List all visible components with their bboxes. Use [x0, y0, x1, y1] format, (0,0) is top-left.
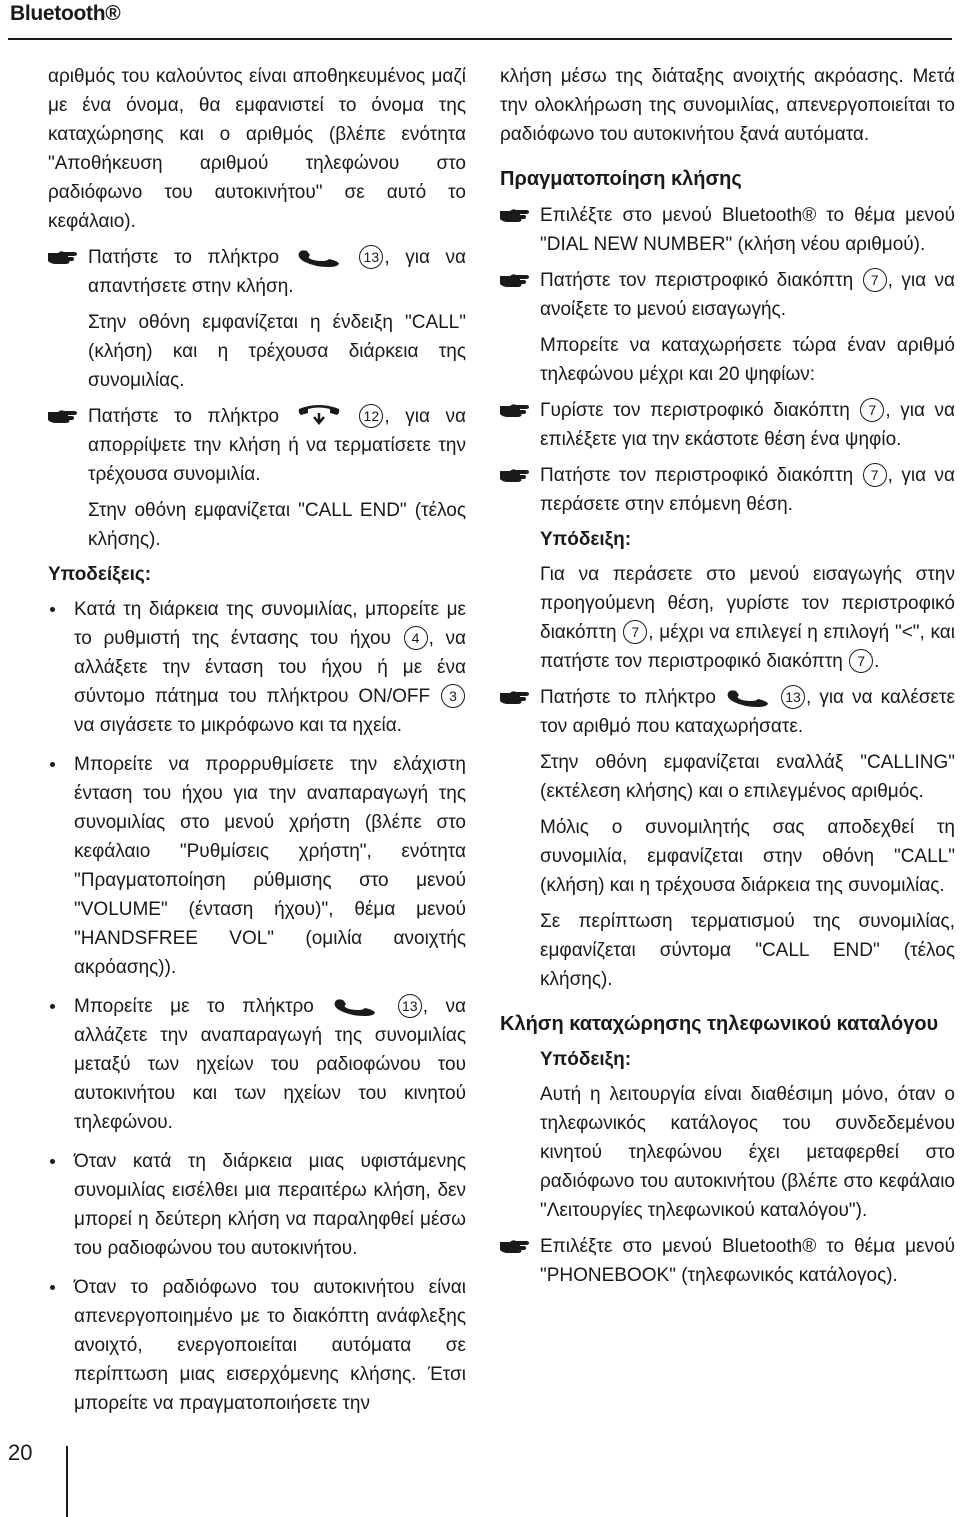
bullet-item: Όταν το ραδιόφωνο του αυτοκινήτου είναι απενεργοποιημένο με το διακόπτη ανάφλεξης ανοιχτό, ενεργοποιείται αυτόματα σε περίπτωση μιας εισερχόμενης κλήσης. Έτσι μπορείτε να πραγματοποιήσετε την: [48, 1273, 466, 1418]
control-number-badge: 7: [849, 649, 873, 673]
header-divider: [8, 38, 952, 40]
pointing-hand-icon: [500, 1238, 530, 1254]
instruction-step: Γυρίστε τον περιστροφικό διακόπτη 7 , για να επιλέξετε για την εκάστοτε θέση ένα ψηφίο.: [500, 396, 955, 454]
footer-divider: [66, 1446, 68, 1517]
bullet-item: Κατά τη διάρκεια της συνομιλίας, μπορείτε με το ρυθμιστή της έντασης του ήχου 4 , να αλλάξετε την ένταση του ήχου ή με ένα σύντομο πάτημα του πλήκτρου ON/OFF 3 να σιγάσετε το μικρόφωνο και τα ηχεία.: [48, 595, 466, 740]
phone-handset-icon: [333, 998, 377, 1016]
section-heading: Πραγματοποίηση κλήσης: [500, 168, 742, 190]
pointing-hand-icon: [48, 249, 78, 265]
pointing-hand-icon: [500, 402, 530, 418]
page-header-title: Bluetooth®: [10, 2, 121, 25]
section-heading: Κλήση καταχώρησης τηλεφωνικού καταλόγου: [500, 1013, 939, 1035]
phone-hangup-icon: [297, 404, 341, 426]
result-text: Σε περίπτωση τερματισμού της συνομιλίας, εμφανίζεται σύντομα "CALL END" (τέλος κλήσης).: [540, 911, 955, 990]
instruction-step: Πατήστε το πλήκτρο 13 , για να απαντήσετε στην κλήση. Στην οθόνη εμφανίζεται η ένδειξη "CALL" (κλήση) και η τρέχουσα διάρκεια της συνομιλίας.: [48, 243, 466, 395]
control-number-badge: 7: [623, 620, 647, 644]
control-number-badge: 7: [860, 398, 884, 422]
pointing-hand-icon: [500, 207, 530, 223]
instruction-step: Πατήστε το πλήκτρο 12 , για να απορρίψετε την κλήση ή να τερματίσετε την τρέχουσα συνομιλία. Στην οθόνη εμφανίζεται "CALL END" (τέλος κλήσης).: [48, 402, 466, 554]
pointing-hand-icon: [500, 467, 530, 483]
paragraph: αριθμός του καλούντος είναι αποθηκευμένος μαζί με ένα όνομα, θα εμφανιστεί το όνομα της καταχώρησης και ο αριθμός (βλέπε ενότητα "Αποθήκευση αριθμού τηλεφώνου στο ραδιόφωνο του αυτοκινήτου" σε αυτό το κεφάλαιο).: [48, 66, 466, 232]
control-number-badge: 4: [404, 626, 428, 650]
page-number: 20: [8, 1440, 33, 1465]
note-heading: Υπόδειξη:: [540, 529, 632, 550]
control-number-badge: 12: [359, 404, 383, 428]
pointing-hand-icon: [48, 408, 78, 424]
right-column: [500, 62, 955, 1297]
bullet-item: Μπορείτε να προρρυθμίσετε την ελάχιστη ένταση του ήχου για την αναπαραγωγή της συνομιλίας στο μενού χρήστη (βλέπε στο κεφάλαιο "Ρυθμίσεις χρήστη", ενότητα "Πραγματοποίηση ρύθμισης στο μενού "VOLUME" (ένταση ήχου)", θέμα μενού "HANDSFREE VOL" (ομιλία ανοιχτής ακρόασης)).: [48, 750, 466, 982]
note-block: Υπόδειξη: Αυτή η λειτουργία είναι διαθέσιμη μόνο, όταν ο τηλεφωνικός κατάλογος του συνδεδεμένου κινητού τηλεφώνου έχει μεταφερθεί στο ραδιόφωνο του αυτοκινήτου (βλέπε στο κεφάλαιο "Λειτουργίες τηλεφωνικού καταλόγου").: [500, 1046, 955, 1225]
control-number-badge: 13: [781, 685, 805, 709]
phone-handset-icon: [297, 249, 341, 267]
control-number-badge: 13: [359, 245, 383, 269]
instruction-step: Πατήστε τον περιστροφικό διακόπτη 7 , για να περάσετε στην επόμενη θέση. Υπόδειξη: Για να περάσετε στο μενού εισαγωγής στην προηγούμενη θέση, γυρίστε τον περιστροφικό διακόπτη 7 , μέχρι να επιλεγεί η επιλογή "<", και πατήστε τον περιστροφικό διακόπτη 7 .: [500, 461, 955, 676]
bullet-item: Όταν κατά τη διάρκεια μιας υφιστάμενης συνομιλίας εισέλθει μια περαιτέρω κλήση, δεν μπορεί η δεύτερη κλήση να παραληφθεί μέσω του ραδιοφώνου του αυτοκινήτου.: [48, 1147, 466, 1263]
instruction-step: Επιλέξτε στο μενού Bluetooth® το θέμα μενού "DIAL NEW NUMBER" (κλήση νέου αριθμού).: [500, 201, 955, 259]
control-number-badge: 7: [863, 463, 887, 487]
bullet-dot: [50, 1285, 55, 1290]
bullet-dot: [50, 1004, 55, 1009]
control-number-badge: 3: [441, 684, 465, 708]
notes-heading: Υποδείξεις:: [48, 564, 152, 585]
result-text: Στην οθόνη εμφανίζεται η ένδειξη "CALL" (κλήση) και η τρέχουσα διάρκεια της συνομιλίας.: [88, 312, 466, 391]
result-text: Μόλις ο συνομιλητής σας αποδεχθεί τη συνομιλία, εμφανίζεται στην οθόνη "CALL" (κλήση) και η τρέχουσα διάρκεια της συνομιλίας.: [540, 817, 955, 896]
bullet-item: Μπορείτε με το πλήκτρο 13 , να αλλάζετε την αναπαραγωγή της συνομιλίας μεταξύ των ηχείων του ραδιοφώνου του αυτοκινήτου και των ηχείων του κινητού τηλεφώνου.: [48, 992, 466, 1137]
paragraph: κλήση μέσω της διάταξης ανοιχτής ακρόασης. Μετά την ολοκλήρωση της συνομιλίας, απενεργοποιείται το ραδιόφωνο του αυτοκινήτου ξανά αυτόματα.: [500, 66, 955, 145]
pointing-hand-icon: [500, 689, 530, 705]
instruction-step: Πατήστε τον περιστροφικό διακόπτη 7 , για να ανοίξετε το μενού εισαγωγής. Μπορείτε να καταχωρήσετε τώρα έναν αριθμό τηλεφώνου μέχρι και 20 ψηφίων:: [500, 266, 955, 389]
left-column: [48, 62, 466, 1428]
phone-handset-icon: [726, 689, 770, 707]
control-number-badge: 13: [398, 994, 422, 1018]
note-heading: Υπόδειξη:: [540, 1049, 632, 1070]
bullet-dot: [50, 1159, 55, 1164]
bullet-dot: [50, 762, 55, 767]
result-text: Στην οθόνη εμφανίζεται εναλλάξ "CALLING" (εκτέλεση κλήσης) και ο επιλεγμένος αριθμός.: [540, 752, 955, 802]
bullet-dot: [50, 607, 55, 612]
control-number-badge: 7: [863, 268, 887, 292]
result-text: Μπορείτε να καταχωρήσετε τώρα έναν αριθμό τηλεφώνου μέχρι και 20 ψηφίων:: [540, 335, 955, 385]
pointing-hand-icon: [500, 272, 530, 288]
instruction-step: Πατήστε το πλήκτρο 13 , για να καλέσετε τον αριθμό που καταχωρήσατε. Στην οθόνη εμφανίζεται εναλλάξ "CALLING" (εκτέλεση κλήσης) και ο επιλεγμένος αριθμός. Μόλις ο συνομιλητής σας αποδεχθεί τη συνομιλία, εμφανίζεται στην οθόνη "CALL" (κλήση) και η τρέχουσα διάρκεια της συνομιλίας. Σε περίπτωση τερματισμού της συνομιλίας, εμφανίζεται σύντομα "CALL END" (τέλος κλήσης).: [500, 683, 955, 994]
instruction-step: Επιλέξτε στο μενού Bluetooth® το θέμα μενού "PHONEBOOK" (τηλεφωνικός κατάλογος).: [500, 1232, 955, 1290]
result-text: Στην οθόνη εμφανίζεται "CALL END" (τέλος κλήσης).: [88, 500, 466, 550]
